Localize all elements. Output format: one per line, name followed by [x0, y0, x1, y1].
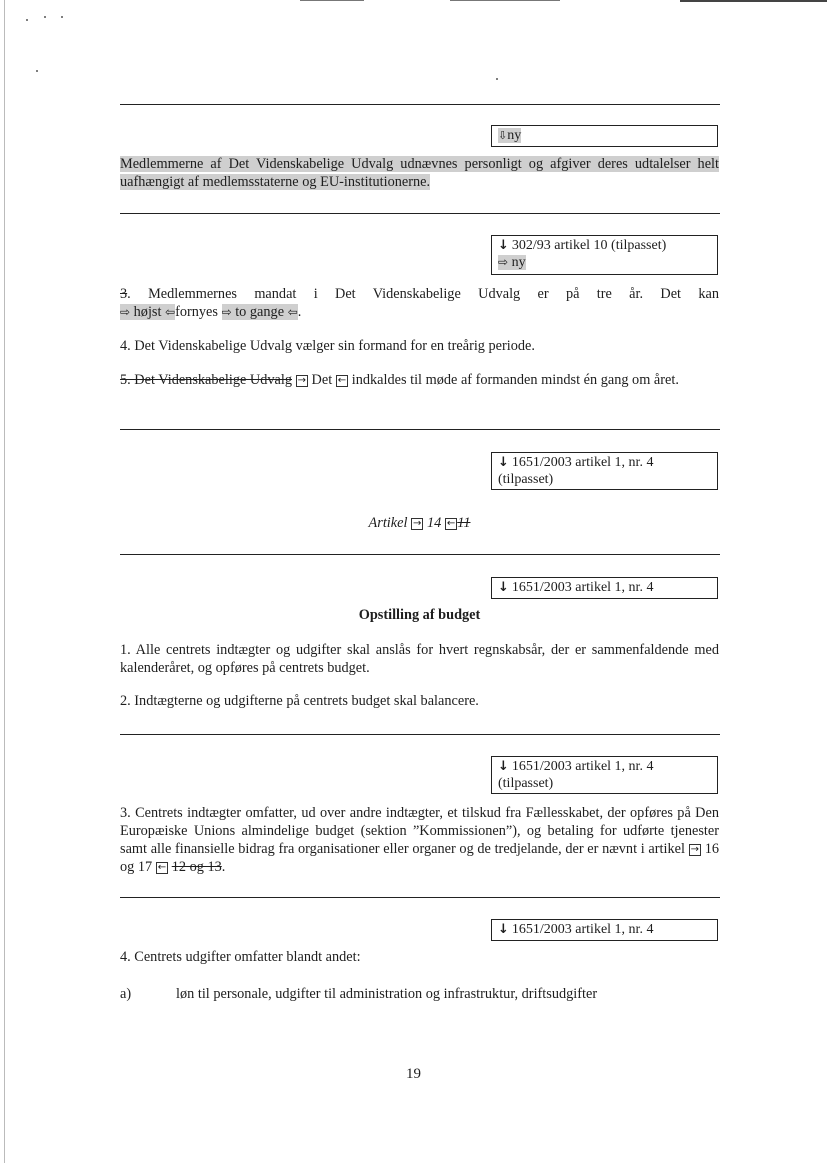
- punctuation: .: [297, 304, 302, 320]
- reference-line: (tilpasset): [498, 472, 554, 487]
- list-item-a: [120, 985, 719, 1003]
- deleted-text: 12 og 13: [171, 859, 222, 875]
- reference-box: [491, 577, 718, 599]
- reference-line: 1651/2003 artikel 1, nr. 4: [511, 759, 654, 774]
- reference-line: (tilpasset): [498, 776, 554, 791]
- reference-line: 1651/2003 artikel 1, nr. 4: [511, 922, 654, 937]
- paragraph-text: indkaldes til møde af formanden mindst én gang om året.: [351, 372, 679, 388]
- adapted-text: 16 og 17: [120, 841, 720, 875]
- down-arrow-icon: ↓: [498, 238, 509, 253]
- adapted-text: Det: [311, 372, 333, 388]
- adaptation-end-icon: ←: [446, 518, 456, 529]
- scan-edge-line: [450, 0, 560, 1]
- paragraph-3-cont: [120, 303, 719, 321]
- down-arrow-icon: ↓: [498, 580, 509, 595]
- adaptation-start-icon: →: [690, 844, 700, 855]
- scan-edge-line: [4, 0, 5, 1163]
- list-item-text: løn til personale, udgifter til administration og infrastruktur, driftsudgifter: [176, 986, 598, 1002]
- inserted-text: Medlemmerne af Det Videnskabelige Udvalg udnævnes personligt og afgiver deres udtalelser helt uafhængigt af medlemsstaterne og EU-institutionerne.: [120, 156, 719, 190]
- deleted-number: 3: [120, 286, 128, 302]
- paragraph-4: 4. Centrets udgifter omfatter blandt andet:: [120, 949, 361, 965]
- paragraph: [120, 155, 719, 191]
- punctuation: .: [221, 859, 226, 875]
- scan-speck: [61, 16, 63, 18]
- deleted-text: 5. Det Videnskabelige Udvalg: [120, 372, 292, 388]
- scan-speck: [26, 19, 28, 21]
- adaptation-end-icon: ←: [337, 375, 347, 386]
- reference-box: [491, 452, 718, 490]
- reference-line: ny: [511, 255, 526, 270]
- reference-line: 302/93 artikel 10 (tilpasset): [511, 238, 667, 253]
- section-divider: [120, 734, 720, 735]
- paragraph-4: 4. Det Videnskabelige Udvalg vælger sin formand for en treårig periode.: [120, 338, 535, 354]
- paragraph-text: fornyes: [175, 304, 218, 320]
- list-label: a): [120, 986, 132, 1002]
- paragraph-1: 1. Alle centrets indtægter og udgifter skal anslås for hvert regnskabsår, der er sammenfaldende med kalenderåret, og opføres på centrets budget.: [120, 642, 719, 676]
- insert-end-arrow-icon: ⇦: [287, 305, 298, 319]
- paragraph-5: [120, 371, 719, 389]
- article-number: 14: [426, 515, 442, 531]
- paragraph-text: Medlemmernes mandat i Det Videnskabelige Udvalg er på tre år. Det kan: [148, 286, 719, 302]
- down-arrow-icon: ↓: [498, 922, 509, 937]
- insert-start-arrow-icon: ⇨: [498, 255, 509, 269]
- section-divider: [120, 213, 720, 214]
- insert-start-arrow-icon: ⇨: [120, 305, 131, 319]
- paragraph-3: 3. Medlemmernes mandat i Det Videnskabelige Udvalg er på tre år. Det kan: [120, 286, 719, 302]
- reference-line: 1651/2003 artikel 1, nr. 4: [511, 455, 654, 470]
- down-arrow-icon: ↓: [498, 759, 509, 774]
- reference-box: [491, 235, 718, 275]
- scan-speck: [496, 78, 498, 80]
- paragraph-2: 2. Indtægterne og udgifterne på centrets budget skal balancere.: [120, 693, 479, 709]
- paragraph-text: Det Videnskabelige Udvalg vælger sin formand for en treårig periode.: [134, 338, 535, 354]
- section-divider: [120, 554, 720, 555]
- reference-box: [491, 919, 718, 941]
- inserted-text: to gange: [235, 304, 285, 320]
- deleted-article-number: 11: [457, 515, 471, 531]
- section-divider: [120, 429, 720, 430]
- reference-line: 1651/2003 artikel 1, nr. 4: [511, 580, 654, 595]
- paragraph-number: 4: [120, 338, 128, 354]
- scan-speck: [36, 70, 38, 72]
- paragraph-3: [120, 804, 719, 876]
- insert-end-arrow-icon: ⇦: [165, 305, 176, 319]
- down-arrow-icon: ↓: [498, 455, 509, 470]
- adaptation-start-icon: →: [297, 375, 306, 386]
- reference-line: ny: [507, 128, 522, 143]
- insert-start-arrow-icon: ⇨: [221, 305, 232, 319]
- reference-box: [491, 125, 718, 147]
- reference-box: [491, 756, 718, 794]
- scan-edge-line: [300, 0, 364, 1]
- scan-edge-line: [680, 0, 827, 2]
- hollow-down-arrow-icon: ⇩: [498, 129, 508, 142]
- page-number: 19: [406, 1066, 421, 1082]
- scan-speck: [44, 16, 46, 18]
- section-heading: Opstilling af budget: [358, 607, 481, 623]
- adaptation-start-icon: →: [413, 518, 422, 529]
- paragraph-text: 3. Centrets indtægter omfatter, ud over andre indtægter, et tilskud fra Fællesskabet, der opføres på Den Europæiske Unions almindelige budget (sektion ”Kommissionen”), og betaling for udførte tjenester samt alle finansielle bidrag fra organisationer eller organer og de tredjelande, der er nævnt i artikel: [120, 805, 719, 857]
- inserted-text: højst: [133, 304, 162, 320]
- section-divider: [120, 897, 720, 898]
- section-divider: [120, 104, 720, 105]
- adaptation-end-icon: ←: [157, 862, 167, 873]
- article-heading: [120, 514, 719, 532]
- article-label: Artikel: [368, 515, 408, 531]
